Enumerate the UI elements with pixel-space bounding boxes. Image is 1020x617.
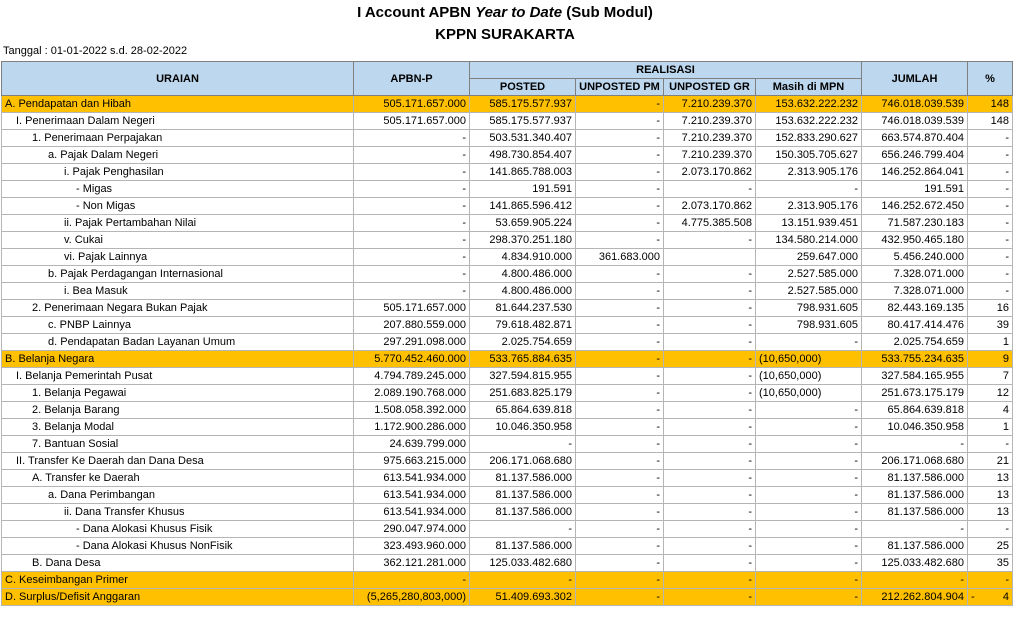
cell-pct xyxy=(968,589,1013,606)
cell-pct: 13 xyxy=(968,470,1013,487)
cell-unposted-pm: 361.683.000 xyxy=(576,249,664,266)
row-label: i. Bea Masuk xyxy=(2,283,354,300)
cell-unposted-gr: - xyxy=(664,402,756,419)
cell-masih-mpn: 153.632.222.232 xyxy=(756,96,862,113)
cell-apbn: 505.171.657.000 xyxy=(354,113,470,130)
cell-jumlah: - xyxy=(862,572,968,589)
header-unposted-pm: UNPOSTED PM xyxy=(576,79,664,96)
table-row xyxy=(2,436,1013,453)
cell-unposted-gr: - xyxy=(664,181,756,198)
row-label: v. Cukai xyxy=(2,232,354,249)
cell-apbn: - xyxy=(354,283,470,300)
cell-pct: 9 xyxy=(968,351,1013,368)
cell-posted: 53.659.905.224 xyxy=(470,215,576,232)
cell-unposted-gr: 7.210.239.370 xyxy=(664,96,756,113)
cell-pct: - xyxy=(968,215,1013,232)
cell-posted: - xyxy=(470,572,576,589)
cell-unposted-gr: - xyxy=(664,504,756,521)
cell-apbn: 24.639.799.000 xyxy=(354,436,470,453)
row-label: c. PNBP Lainnya xyxy=(2,317,354,334)
cell-unposted-gr: - xyxy=(664,521,756,538)
cell-unposted-pm: - xyxy=(576,504,664,521)
cell-apbn: 290.047.974.000 xyxy=(354,521,470,538)
cell-pct: 1 xyxy=(968,419,1013,436)
table-row xyxy=(2,351,1013,368)
cell-pct: - xyxy=(968,147,1013,164)
cell-apbn: 613.541.934.000 xyxy=(354,470,470,487)
report-period: Tanggal : 01-01-2022 s.d. 28-02-2022 xyxy=(3,45,188,57)
cell-jumlah: 81.137.586.000 xyxy=(862,470,968,487)
cell-jumlah: 146.252.672.450 xyxy=(862,198,968,215)
cell-unposted-gr: 7.210.239.370 xyxy=(664,130,756,147)
cell-jumlah: 10.046.350.958 xyxy=(862,419,968,436)
cell-unposted-pm: - xyxy=(576,521,664,538)
cell-jumlah: 251.673.175.179 xyxy=(862,385,968,402)
cell-unposted-pm: - xyxy=(576,555,664,572)
cell-posted: 498.730.854.407 xyxy=(470,147,576,164)
cell-unposted-gr: - xyxy=(664,368,756,385)
cell-jumlah: 191.591 xyxy=(862,181,968,198)
cell-jumlah: 327.584.165.955 xyxy=(862,368,968,385)
cell-unposted-pm: - xyxy=(576,487,664,504)
table-row xyxy=(2,113,1013,130)
cell-apbn: - xyxy=(354,198,470,215)
table-row xyxy=(2,504,1013,521)
cell-masih-mpn: - xyxy=(756,487,862,504)
row-label: D. Surplus/Defisit Anggaran xyxy=(2,589,354,606)
row-label: II. Transfer Ke Daerah dan Dana Desa xyxy=(2,453,354,470)
cell-unposted-pm: - xyxy=(576,538,664,555)
report-title-prefix: I Account APBN xyxy=(357,4,476,21)
cell-unposted-pm: - xyxy=(576,181,664,198)
cell-pct: 7 xyxy=(968,368,1013,385)
cell-jumlah: 212.262.804.904 xyxy=(862,589,968,606)
row-label: 2. Belanja Barang xyxy=(2,402,354,419)
cell-pct: 21 xyxy=(968,453,1013,470)
cell-masih-mpn: - xyxy=(756,419,862,436)
cell-apbn: - xyxy=(354,147,470,164)
table-row xyxy=(2,453,1013,470)
cell-apbn: - xyxy=(354,164,470,181)
cell-unposted-pm: - xyxy=(576,300,664,317)
cell-unposted-pm: - xyxy=(576,334,664,351)
cell-masih-mpn: - xyxy=(756,572,862,589)
cell-pct: - xyxy=(968,232,1013,249)
cell-unposted-pm: - xyxy=(576,419,664,436)
cell-unposted-gr: - xyxy=(664,572,756,589)
cell-pct: - xyxy=(968,249,1013,266)
row-label: i. Pajak Penghasilan xyxy=(2,164,354,181)
cell-jumlah: 71.587.230.183 xyxy=(862,215,968,232)
cell-pct: 35 xyxy=(968,555,1013,572)
row-label: C. Keseimbangan Primer xyxy=(2,572,354,589)
table-row xyxy=(2,283,1013,300)
cell-unposted-pm: - xyxy=(576,589,664,606)
cell-posted: 191.591 xyxy=(470,181,576,198)
cell-masih-mpn: 2.313.905.176 xyxy=(756,164,862,181)
cell-jumlah: 663.574.870.404 xyxy=(862,130,968,147)
cell-unposted-pm: - xyxy=(576,232,664,249)
table-row xyxy=(2,419,1013,436)
row-label: 2. Penerimaan Negara Bukan Pajak xyxy=(2,300,354,317)
cell-masih-mpn: 152.833.290.627 xyxy=(756,130,862,147)
cell-pct: - xyxy=(968,266,1013,283)
cell-jumlah: 81.137.586.000 xyxy=(862,487,968,504)
cell-unposted-pm: - xyxy=(576,317,664,334)
cell-pct: 4 xyxy=(968,402,1013,419)
table-row xyxy=(2,572,1013,589)
cell-pct: - xyxy=(968,181,1013,198)
table-row xyxy=(2,317,1013,334)
cell-masih-mpn: - xyxy=(756,334,862,351)
cell-pct: - xyxy=(968,572,1013,589)
cell-pct: - xyxy=(968,283,1013,300)
cell-unposted-gr: 2.073.170.862 xyxy=(664,198,756,215)
row-label: a. Dana Perimbangan xyxy=(2,487,354,504)
cell-unposted-gr: - xyxy=(664,487,756,504)
row-label: - Dana Alokasi Khusus NonFisik xyxy=(2,538,354,555)
cell-masih-mpn: - xyxy=(756,538,862,555)
cell-posted: 206.171.068.680 xyxy=(470,453,576,470)
cell-jumlah: 80.417.414.476 xyxy=(862,317,968,334)
row-label: 7. Bantuan Sosial xyxy=(2,436,354,453)
cell-unposted-pm: - xyxy=(576,164,664,181)
cell-masih-mpn: 798.931.605 xyxy=(756,300,862,317)
cell-unposted-gr: - xyxy=(664,351,756,368)
cell-posted: 2.025.754.659 xyxy=(470,334,576,351)
cell-unposted-pm: - xyxy=(576,368,664,385)
header-uraian: URAIAN xyxy=(2,62,354,96)
cell-unposted-gr: - xyxy=(664,334,756,351)
report-subtitle: KPPN SURAKARTA xyxy=(435,26,575,43)
cell-jumlah: 432.950.465.180 xyxy=(862,232,968,249)
table-row xyxy=(2,249,1013,266)
cell-masih-mpn: - xyxy=(756,555,862,572)
cell-apbn: 613.541.934.000 xyxy=(354,487,470,504)
row-label: - Non Migas xyxy=(2,198,354,215)
table-row xyxy=(2,147,1013,164)
cell-jumlah: 746.018.039.539 xyxy=(862,96,968,113)
cell-posted: 503.531.340.407 xyxy=(470,130,576,147)
header-unposted-gr: UNPOSTED GR xyxy=(664,79,756,96)
cell-apbn: 5.770.452.460.000 xyxy=(354,351,470,368)
header-realisasi: REALISASI xyxy=(470,62,862,79)
row-label: ii. Pajak Pertambahan Nilai xyxy=(2,215,354,232)
cell-apbn: 4.794.789.245.000 xyxy=(354,368,470,385)
cell-jumlah: - xyxy=(862,436,968,453)
cell-posted: 4.800.486.000 xyxy=(470,266,576,283)
header-pct: % xyxy=(968,62,1013,96)
row-label: - Migas xyxy=(2,181,354,198)
row-label: I. Penerimaan Dalam Negeri xyxy=(2,113,354,130)
table-row xyxy=(2,555,1013,572)
cell-unposted-pm: - xyxy=(576,351,664,368)
cell-jumlah: 65.864.639.818 xyxy=(862,402,968,419)
cell-pct: 1 xyxy=(968,334,1013,351)
cell-unposted-pm: - xyxy=(576,436,664,453)
row-label: B. Dana Desa xyxy=(2,555,354,572)
table-row xyxy=(2,470,1013,487)
cell-apbn: 207.880.559.000 xyxy=(354,317,470,334)
cell-masih-mpn: - xyxy=(756,453,862,470)
cell-pct-dash: - xyxy=(971,591,975,603)
cell-posted: 81.644.237.530 xyxy=(470,300,576,317)
apbn-table xyxy=(1,61,1013,606)
cell-posted: 298.370.251.180 xyxy=(470,232,576,249)
cell-unposted-gr: - xyxy=(664,589,756,606)
cell-jumlah: 206.171.068.680 xyxy=(862,453,968,470)
cell-masih-mpn: 150.305.705.627 xyxy=(756,147,862,164)
cell-unposted-pm: - xyxy=(576,453,664,470)
cell-unposted-pm: - xyxy=(576,283,664,300)
cell-jumlah: 125.033.482.680 xyxy=(862,555,968,572)
cell-pct: 148 xyxy=(968,113,1013,130)
cell-apbn: - xyxy=(354,249,470,266)
cell-unposted-gr: - xyxy=(664,232,756,249)
cell-unposted-gr: - xyxy=(664,266,756,283)
cell-unposted-pm: - xyxy=(576,402,664,419)
cell-unposted-pm: - xyxy=(576,198,664,215)
table-row xyxy=(2,334,1013,351)
cell-masih-mpn: 13.151.939.451 xyxy=(756,215,862,232)
cell-masih-mpn: (10,650,000) xyxy=(756,351,862,368)
cell-apbn: 323.493.960.000 xyxy=(354,538,470,555)
cell-masih-mpn: - xyxy=(756,521,862,538)
cell-unposted-pm: - xyxy=(576,572,664,589)
cell-unposted-gr: - xyxy=(664,419,756,436)
cell-posted: 125.033.482.680 xyxy=(470,555,576,572)
cell-pct: 12 xyxy=(968,385,1013,402)
cell-pct: 13 xyxy=(968,504,1013,521)
table-body xyxy=(2,96,1013,606)
report-title-italic: Year to Date xyxy=(475,4,563,21)
cell-apbn: 1.172.900.286.000 xyxy=(354,419,470,436)
cell-pct: - xyxy=(968,164,1013,181)
table-row xyxy=(2,96,1013,113)
cell-posted: 327.594.815.955 xyxy=(470,368,576,385)
table-row xyxy=(2,130,1013,147)
cell-pct: 16 xyxy=(968,300,1013,317)
cell-pct: - xyxy=(968,436,1013,453)
cell-posted: 141.865.788.003 xyxy=(470,164,576,181)
row-label: 1. Belanja Pegawai xyxy=(2,385,354,402)
report-title xyxy=(0,4,1010,21)
cell-posted: 79.618.482.871 xyxy=(470,317,576,334)
cell-unposted-gr: 2.073.170.862 xyxy=(664,164,756,181)
cell-unposted-pm: - xyxy=(576,215,664,232)
cell-posted: 4.834.910.000 xyxy=(470,249,576,266)
header-jumlah: JUMLAH xyxy=(862,62,968,96)
cell-apbn: - xyxy=(354,130,470,147)
cell-pct: 148 xyxy=(968,96,1013,113)
cell-apbn: 2.089.190.768.000 xyxy=(354,385,470,402)
cell-masih-mpn: - xyxy=(756,504,862,521)
cell-pct: 39 xyxy=(968,317,1013,334)
cell-posted: 4.800.486.000 xyxy=(470,283,576,300)
cell-jumlah: 746.018.039.539 xyxy=(862,113,968,130)
cell-pct: - xyxy=(968,521,1013,538)
cell-jumlah: - xyxy=(862,521,968,538)
cell-unposted-pm: - xyxy=(576,266,664,283)
cell-masih-mpn: 153.632.222.232 xyxy=(756,113,862,130)
row-label: A. Transfer ke Daerah xyxy=(2,470,354,487)
cell-jumlah: 533.755.234.635 xyxy=(862,351,968,368)
cell-apbn: 505.171.657.000 xyxy=(354,96,470,113)
cell-pct-value: 4 xyxy=(1002,591,1009,603)
cell-masih-mpn: (10,650,000) xyxy=(756,368,862,385)
report-title-suffix: (Sub Modul) xyxy=(562,4,653,21)
cell-apbn: - xyxy=(354,232,470,249)
cell-jumlah: 5.456.240.000 xyxy=(862,249,968,266)
cell-jumlah: 81.137.586.000 xyxy=(862,538,968,555)
row-label: - Dana Alokasi Khusus Fisik xyxy=(2,521,354,538)
table-row xyxy=(2,385,1013,402)
cell-masih-mpn: 2.527.585.000 xyxy=(756,266,862,283)
table-row xyxy=(2,538,1013,555)
header-masih-mpn: Masih di MPN xyxy=(756,79,862,96)
cell-unposted-pm: - xyxy=(576,385,664,402)
cell-unposted-gr: - xyxy=(664,317,756,334)
table-row xyxy=(2,368,1013,385)
cell-unposted-gr: - xyxy=(664,300,756,317)
row-label: 1. Penerimaan Perpajakan xyxy=(2,130,354,147)
cell-jumlah: 82.443.169.135 xyxy=(862,300,968,317)
row-label: I. Belanja Pemerintah Pusat xyxy=(2,368,354,385)
cell-posted: 51.409.693.302 xyxy=(470,589,576,606)
cell-apbn: - xyxy=(354,181,470,198)
table-row xyxy=(2,266,1013,283)
cell-posted: - xyxy=(470,436,576,453)
cell-apbn: - xyxy=(354,215,470,232)
cell-pct: 25 xyxy=(968,538,1013,555)
cell-posted: 10.046.350.958 xyxy=(470,419,576,436)
row-label: ii. Dana Transfer Khusus xyxy=(2,504,354,521)
row-label: vi. Pajak Lainnya xyxy=(2,249,354,266)
row-label: A. Pendapatan dan Hibah xyxy=(2,96,354,113)
cell-posted: 533.765.884.635 xyxy=(470,351,576,368)
cell-pct: - xyxy=(968,198,1013,215)
row-label: d. Pendapatan Badan Layanan Umum xyxy=(2,334,354,351)
cell-masih-mpn: (10,650,000) xyxy=(756,385,862,402)
table-row xyxy=(2,232,1013,249)
cell-unposted-gr xyxy=(664,249,756,266)
cell-apbn: - xyxy=(354,572,470,589)
table-row xyxy=(2,589,1013,606)
cell-unposted-gr: 7.210.239.370 xyxy=(664,113,756,130)
cell-unposted-gr: 4.775.385.508 xyxy=(664,215,756,232)
row-label: B. Belanja Negara xyxy=(2,351,354,368)
table-row xyxy=(2,402,1013,419)
cell-apbn: 975.663.215.000 xyxy=(354,453,470,470)
cell-unposted-gr: - xyxy=(664,385,756,402)
cell-posted: 65.864.639.818 xyxy=(470,402,576,419)
cell-unposted-pm: - xyxy=(576,113,664,130)
cell-unposted-pm: - xyxy=(576,147,664,164)
cell-unposted-gr: - xyxy=(664,555,756,572)
cell-masih-mpn: - xyxy=(756,181,862,198)
cell-jumlah: 81.137.586.000 xyxy=(862,504,968,521)
row-label: 3. Belanja Modal xyxy=(2,419,354,436)
table-row xyxy=(2,181,1013,198)
table-row xyxy=(2,521,1013,538)
table-row xyxy=(2,487,1013,504)
cell-unposted-gr: 7.210.239.370 xyxy=(664,147,756,164)
cell-posted: 81.137.586.000 xyxy=(470,504,576,521)
header-posted: POSTED xyxy=(470,79,576,96)
cell-masih-mpn: 134.580.214.000 xyxy=(756,232,862,249)
cell-masih-mpn: - xyxy=(756,402,862,419)
table-row xyxy=(2,215,1013,232)
cell-apbn: 1.508.058.392.000 xyxy=(354,402,470,419)
cell-apbn: 613.541.934.000 xyxy=(354,504,470,521)
cell-masih-mpn: 798.931.605 xyxy=(756,317,862,334)
cell-unposted-gr: - xyxy=(664,538,756,555)
cell-posted: - xyxy=(470,521,576,538)
cell-apbn: 362.121.281.000 xyxy=(354,555,470,572)
cell-masih-mpn: 2.527.585.000 xyxy=(756,283,862,300)
cell-unposted-gr: - xyxy=(664,453,756,470)
cell-posted: 81.137.586.000 xyxy=(470,470,576,487)
row-label: a. Pajak Dalam Negeri xyxy=(2,147,354,164)
cell-posted: 585.175.577.937 xyxy=(470,113,576,130)
cell-masih-mpn: - xyxy=(756,470,862,487)
cell-unposted-pm: - xyxy=(576,130,664,147)
cell-jumlah: 656.246.799.404 xyxy=(862,147,968,164)
cell-pct: - xyxy=(968,130,1013,147)
cell-masih-mpn: - xyxy=(756,589,862,606)
cell-apbn: (5,265,280,803,000) xyxy=(354,589,470,606)
cell-jumlah: 7.328.071.000 xyxy=(862,283,968,300)
table-row xyxy=(2,198,1013,215)
cell-posted: 585.175.577.937 xyxy=(470,96,576,113)
cell-masih-mpn: 2.313.905.176 xyxy=(756,198,862,215)
cell-unposted-gr: - xyxy=(664,470,756,487)
cell-jumlah: 146.252.864.041 xyxy=(862,164,968,181)
cell-apbn: 505.171.657.000 xyxy=(354,300,470,317)
cell-jumlah: 7.328.071.000 xyxy=(862,266,968,283)
row-label: b. Pajak Perdagangan Internasional xyxy=(2,266,354,283)
cell-posted: 81.137.586.000 xyxy=(470,538,576,555)
cell-unposted-gr: - xyxy=(664,283,756,300)
cell-unposted-gr: - xyxy=(664,436,756,453)
header-apbn: APBN-P xyxy=(354,62,470,96)
cell-posted: 251.683.825.179 xyxy=(470,385,576,402)
cell-masih-mpn: 259.647.000 xyxy=(756,249,862,266)
cell-posted: 81.137.586.000 xyxy=(470,487,576,504)
cell-unposted-pm: - xyxy=(576,96,664,113)
cell-apbn: 297.291.098.000 xyxy=(354,334,470,351)
cell-unposted-pm: - xyxy=(576,470,664,487)
cell-masih-mpn: - xyxy=(756,436,862,453)
cell-apbn: - xyxy=(354,266,470,283)
cell-posted: 141.865.596.412 xyxy=(470,198,576,215)
table-row xyxy=(2,164,1013,181)
cell-jumlah: 2.025.754.659 xyxy=(862,334,968,351)
cell-pct: 13 xyxy=(968,487,1013,504)
table-row xyxy=(2,300,1013,317)
